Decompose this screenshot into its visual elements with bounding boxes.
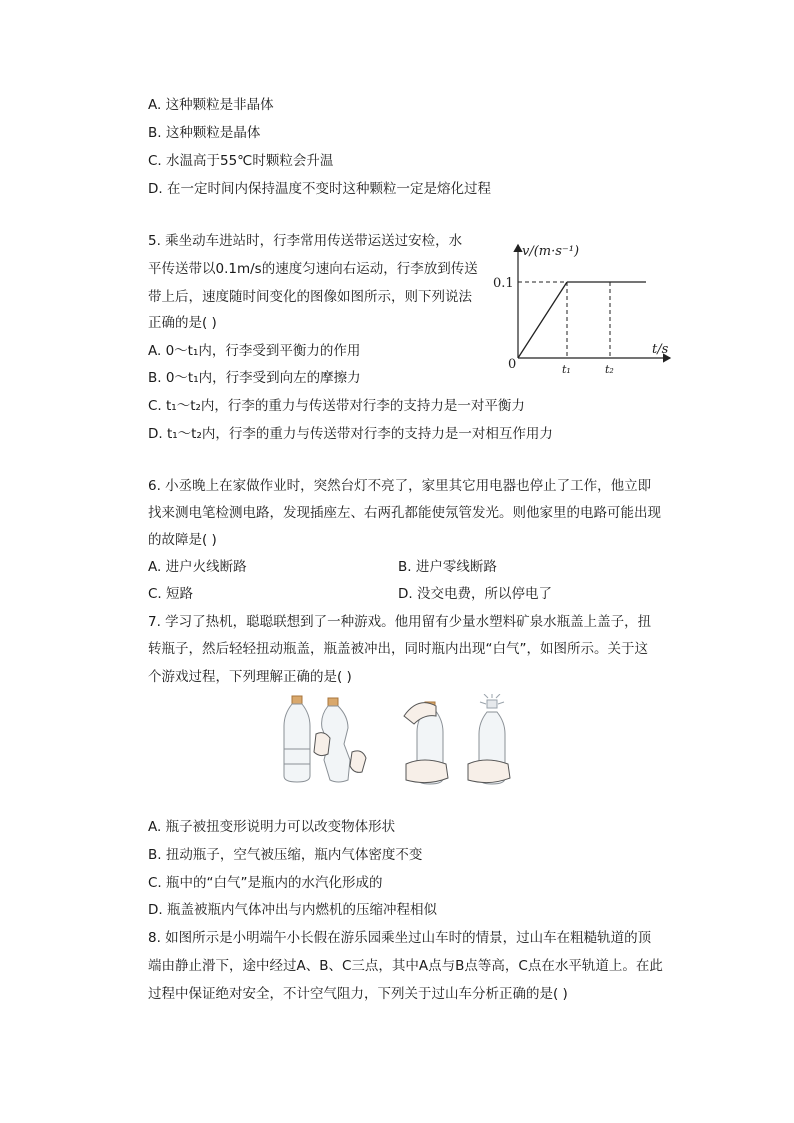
y-tick-label: 0.1 [493, 276, 514, 291]
q6-option-b: B. 进户零线断路 [398, 559, 497, 575]
q5-option-b: B. 0～t₁内，行李受到向左的摩擦力 [148, 370, 361, 386]
q5-option-a: A. 0～t₁内，行李受到平衡力的作用 [148, 343, 361, 359]
q6-option-a: A. 进户火线断路 [148, 559, 247, 575]
q5-option-d: D. t₁～t₂内，行李的重力与传送带对行李的支持力是一对相互作用力 [148, 426, 553, 442]
q7-option-c: C. 瓶中的“白气”是瓶内的水汽化形成的 [148, 875, 383, 891]
q6-option-c: C. 短路 [148, 586, 194, 602]
cap-spray [480, 694, 504, 708]
q4-option-c: C. 水温高于55℃时颗粒会升温 [148, 153, 334, 169]
q5-option-c: C. t₁～t₂内，行李的重力与传送带对行李的支持力是一对平衡力 [148, 398, 525, 414]
q7-option-d: D. 瓶盖被瓶内气体冲出与内燃机的压缩冲程相似 [148, 902, 437, 918]
q4-option-a: A. 这种颗粒是非晶体 [148, 97, 274, 113]
q7-option-b: B. 扭动瓶子，空气被压缩，瓶内气体密度不变 [148, 847, 423, 863]
q8-stem-line-2: 端由静止滑下，途中经过A、B、C三点，其中A点与B点等高，C点在水平轨道上。在此 [148, 958, 663, 974]
q7-stem-line-3: 个游戏过程，下列理解正确的是( ) [148, 669, 352, 685]
q6-option-d: D. 没交电费，所以停电了 [398, 586, 552, 602]
q6-stem-line-1: 6. 小丞晚上在家做作业时，突然台灯不亮了，家里其它用电器也停止了工作，他立即 [148, 478, 652, 494]
q7-option-a: A. 瓶子被扭变形说明力可以改变物体形状 [148, 819, 396, 835]
q8-stem-line-3: 过程中保证绝对安全，不计空气阻力，下列关于过山车分析正确的是( ) [148, 986, 568, 1002]
bottle-1 [284, 696, 310, 782]
x-axis-label: t/s [652, 342, 669, 357]
q5-stem-line-1: 5. 乘坐动车进站时，行李常用传送带运送过安检，水 [148, 233, 463, 249]
q5-stem-line-4: 正确的是( ) [148, 315, 217, 331]
origin-label: 0 [508, 357, 517, 372]
q6-stem-line-2: 找来测电笔检测电路，发现插座左、右两孔都能使氖管发光。则他家里的电路可能出现 [148, 505, 661, 521]
q7-stem-line-1: 7. 学习了热机，聪聪联想到了一种游戏。他用留有少量水塑料矿泉水瓶盖上盖子，扭 [148, 614, 652, 630]
t1-label: t₁ [562, 363, 571, 376]
q8-stem-line-1: 8. 如图所示是小明端午小长假在游乐园乘坐过山车时的情景，过山车在粗糙轨道的顶 [148, 930, 652, 946]
q6-stem-line-3: 的故障是( ) [148, 532, 217, 548]
q4-option-b: B. 这种颗粒是晶体 [148, 125, 261, 141]
q4-option-d: D. 在一定时间内保持温度不变时这种颗粒一定是熔化过程 [148, 181, 491, 197]
q5-stem-line-3: 带上后，速度随时间变化的图像如图所示，则下列说法 [148, 289, 472, 305]
accelerate-segment [518, 282, 567, 358]
bottle-game-illustration [278, 694, 518, 786]
q5-stem-line-2: 平传送带以0.1m/s的速度匀速向右运动，行李放到传送 [148, 261, 478, 277]
y-axis-label: v/(m·s⁻¹) [522, 244, 580, 259]
velocity-time-graph [490, 235, 680, 380]
q7-stem-line-2: 转瓶子，然后轻轻扭动瓶盖，瓶盖被冲出，同时瓶内出现“白气”，如图所示。关于这 [148, 641, 648, 657]
t2-label: t₂ [605, 363, 614, 376]
hand-4 [468, 760, 510, 783]
